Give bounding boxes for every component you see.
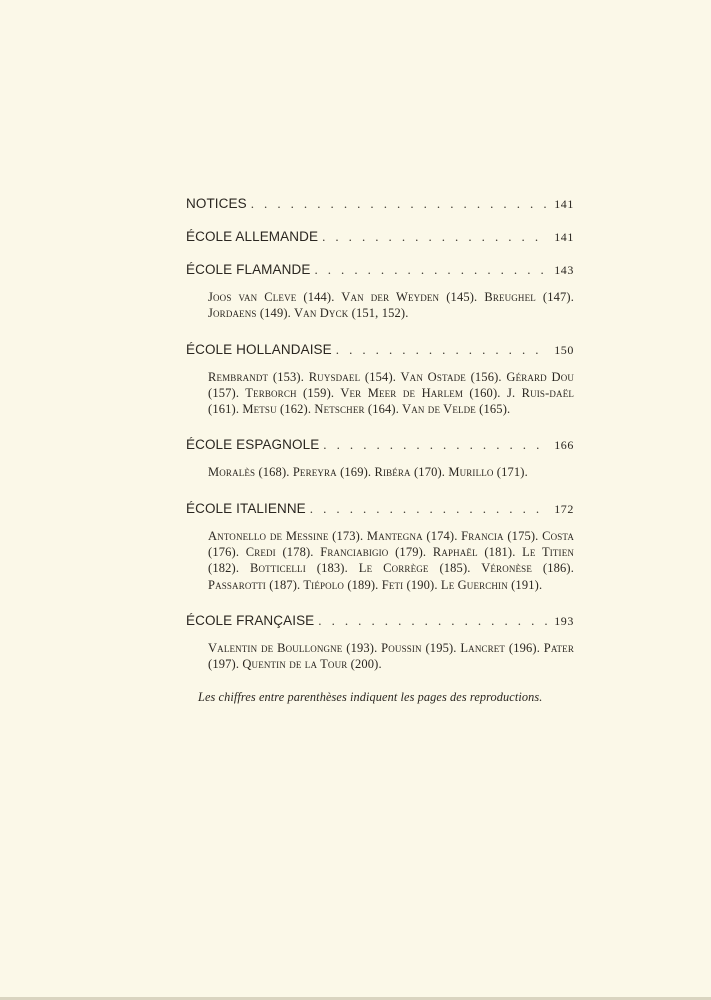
toc-entry-notices [186,194,574,214]
toc-page-number: 141 [554,197,574,211]
toc-entry-artists: Joos van Cleve (144). Van der Weyden (145). Breughel (147). Jordaens (149). Van Dyck (151, 152). [208,290,574,321]
toc-entry-ecole-flamande [186,260,574,322]
toc-entry-heading [186,611,574,631]
toc-entry-ecole-hollandaise [186,340,574,418]
toc-entry-artists: Rembrandt (153). Ruysdael (154). Van Ostade (156). Gérard Dou (157). Terborch (159). Ver Meer de Harlem (160). J. Ruis-daël (161). Metsu (162). Netscher (164). Van de Velde (165). [208,369,574,417]
toc-entry-artists: Valentin de Boullongne (193). Poussin (195). Lancret (196). Pater (197). Quentin de la Tour (200). [208,640,574,672]
toc-entry-artists: Antonello de Messine (173). Mantegna (174). Francia (175). Costa (176). Credi (178). Franciabigio (179). Raphaël (181). Le Titien (182). Botticelli (183). Le Corrège (185). Véronèse (186). Passarotti (187). Tiépolo (189). Feti (190). Le Guerchin (191). [208,528,574,592]
dot-leader [318,611,548,631]
toc-entry-heading [186,499,574,519]
table-of-contents [186,194,574,705]
toc-page-number: 143 [554,263,574,277]
dot-leader [336,340,548,360]
toc-entry-heading [186,340,574,360]
toc-page-number: 150 [554,342,574,357]
dot-leader [314,260,548,280]
toc-entry-title: ÉCOLE ALLEMANDE [186,229,319,244]
toc-entry-title: ÉCOLE FRANÇAISE [186,612,315,628]
toc-entry-title: ÉCOLE FLAMANDE [186,262,311,277]
toc-entry-heading [186,194,574,214]
toc-entry-title: ÉCOLE ESPAGNOLE [186,437,320,453]
toc-entry-title: ÉCOLE ITALIENNE [186,500,306,516]
toc-entry-heading [186,260,574,280]
dot-leader [251,194,548,214]
dot-leader [310,499,548,519]
toc-entry-ecole-italienne [186,499,574,593]
toc-entry-ecole-allemande [186,227,574,247]
reproductions-note: Les chiffres entre parenthèses indiquent les pages des reproductions. [198,689,543,704]
dot-leader [322,227,548,247]
toc-page-number: 172 [554,501,574,516]
toc-entry-artists: Moralès (168). Pereyra (169). Ribéra (170). Murillo (171). [208,465,528,480]
toc-entry-title: ÉCOLE HOLLANDAISE [186,341,332,357]
toc-entry-heading [186,227,574,247]
toc-entry-ecole-espagnole [186,435,574,480]
toc-page-number: 141 [554,230,574,244]
toc-entry-title: NOTICES [186,196,247,211]
toc-page-number: 193 [554,613,574,628]
toc-entry-ecole-francaise [186,611,574,673]
toc-entry-heading [186,435,574,455]
toc-page-number: 166 [554,438,574,453]
dot-leader [323,435,548,455]
